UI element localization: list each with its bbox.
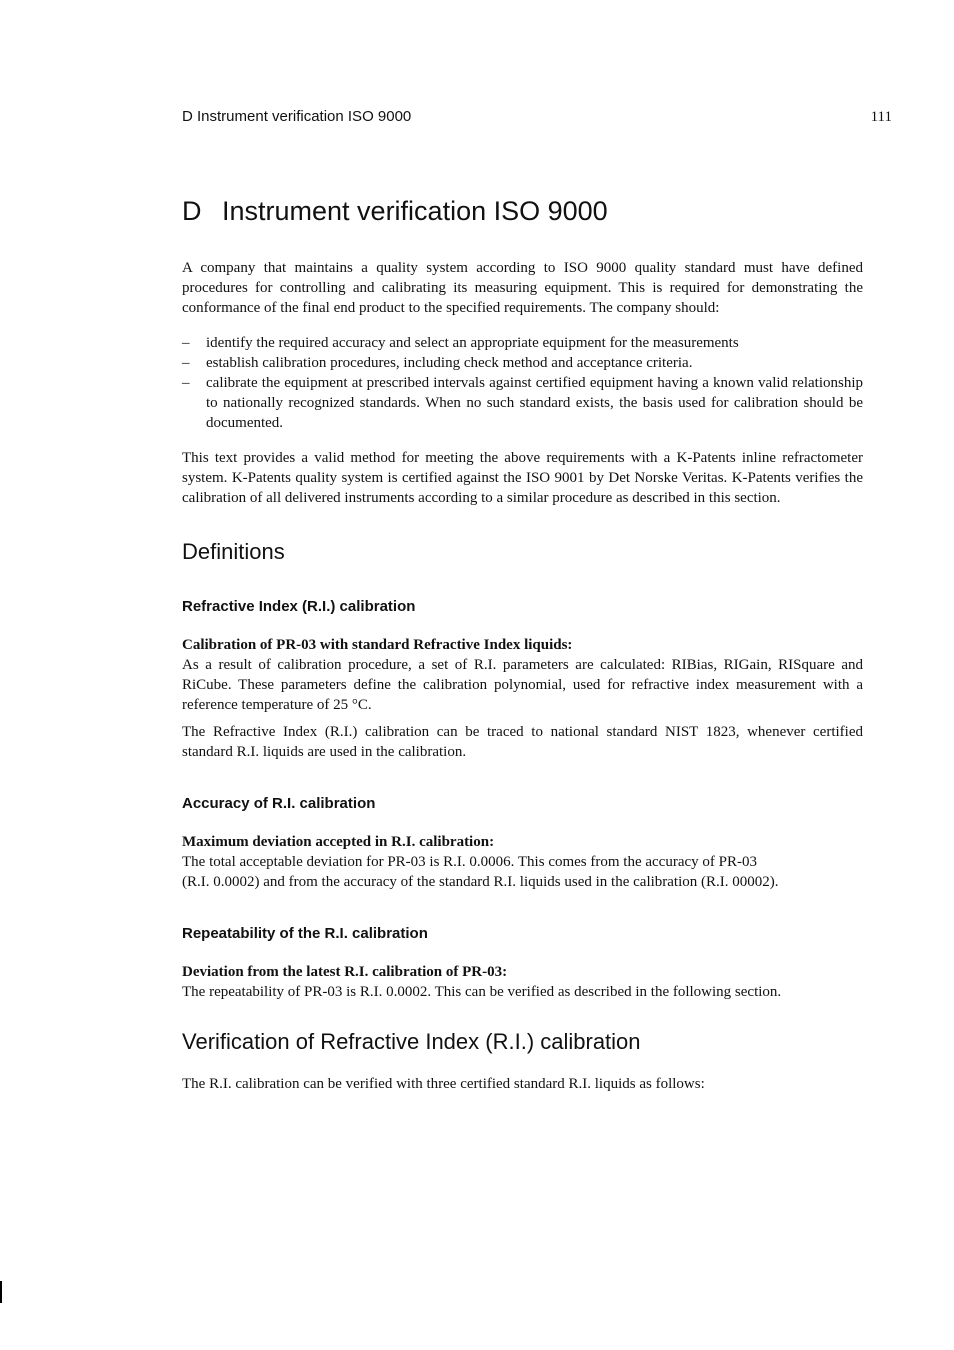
accuracy-paragraph: [182, 832, 863, 892]
list-item-text: establish calibration procedures, including check method and acceptance criteria.: [206, 355, 693, 371]
ri-calibration-para-title: Calibration of PR-03 with standard Refractive Index liquids:: [182, 637, 573, 653]
margin-mark: [0, 1281, 2, 1303]
verification-heading: Verification of Refractive Index (R.I.) calibration: [182, 1029, 641, 1054]
accuracy-heading: Accuracy of R.I. calibration: [182, 795, 376, 812]
intro-paragraph: A company that maintains a quality system according to ISO 9000 quality standard must have defined procedures for controlling and calibrating its measuring equipment. This is required for demonstrating the conformance of the final end product to the specified requirements. The company should:: [182, 260, 863, 316]
accuracy-text-line-1: The total acceptable deviation for PR-03 is R.I. 0.0006. This comes from the accuracy of PR-03: [182, 854, 757, 870]
running-header: D Instrument verification ISO 9000: [182, 108, 412, 125]
list-item-text: calibrate the equipment at prescribed intervals against certified equipment having a known valid relationship to nationally recognized standards. When no such standard exists, the basis used for calibration should be documented.: [206, 375, 863, 431]
list-dash: –: [182, 375, 190, 391]
list-item: [182, 333, 863, 353]
accuracy-text-line-2: (R.I. 0.0002) and from the accuracy of the standard R.I. liquids used in the calibration (R.I. 00002).: [182, 874, 779, 890]
list-item: [182, 373, 863, 433]
closing-paragraph: This text provides a valid method for meeting the above requirements with a K-Patents inline refractometer system. K-Patents quality system is certified against the ISO 9001 by Det Norske Veritas. K-Patents verifies the calibration of all delivered instruments according to a similar procedure as described in this section.: [182, 450, 863, 506]
ri-calibration-text: As a result of calibration procedure, a set of R.I. parameters are calculated: RIBias, RIGain, RISquare and RiCube. These parameters define the calibration polynomial, used for refractive index measurement with a reference temperature of 25 °C.: [182, 657, 863, 713]
list-dash: –: [182, 355, 190, 371]
page-content: [182, 194, 863, 1094]
list-item-text: identify the required accuracy and select an appropriate equipment for the measurements: [206, 335, 739, 351]
repeatability-para-title: Deviation from the latest R.I. calibration of PR-03:: [182, 964, 508, 980]
list-dash: –: [182, 335, 190, 351]
ri-calibration-paragraph: [182, 635, 863, 715]
repeatability-heading: Repeatability of the R.I. calibration: [182, 925, 428, 942]
requirements-list: [182, 333, 863, 433]
chapter-title-text: Instrument verification ISO 9000: [222, 196, 608, 226]
chapter-title: [182, 194, 863, 228]
accuracy-para-title: Maximum deviation accepted in R.I. calibration:: [182, 834, 495, 850]
repeatability-text: The repeatability of PR-03 is R.I. 0.0002. This can be verified as described in the following section.: [182, 984, 782, 1000]
definitions-heading: Definitions: [182, 539, 285, 564]
chapter-letter: D: [182, 196, 202, 226]
verification-paragraph: The R.I. calibration can be verified with three certified standard R.I. liquids as follows:: [182, 1076, 705, 1092]
page-number: 111: [870, 109, 892, 125]
ri-calibration-heading: Refractive Index (R.I.) calibration: [182, 598, 416, 615]
list-item: [182, 353, 863, 373]
ri-traceability-paragraph: The Refractive Index (R.I.) calibration can be traced to national standard NIST 1823, whenever certified standard R.I. liquids are used in the calibration.: [182, 724, 863, 760]
repeatability-paragraph: [182, 962, 863, 1002]
